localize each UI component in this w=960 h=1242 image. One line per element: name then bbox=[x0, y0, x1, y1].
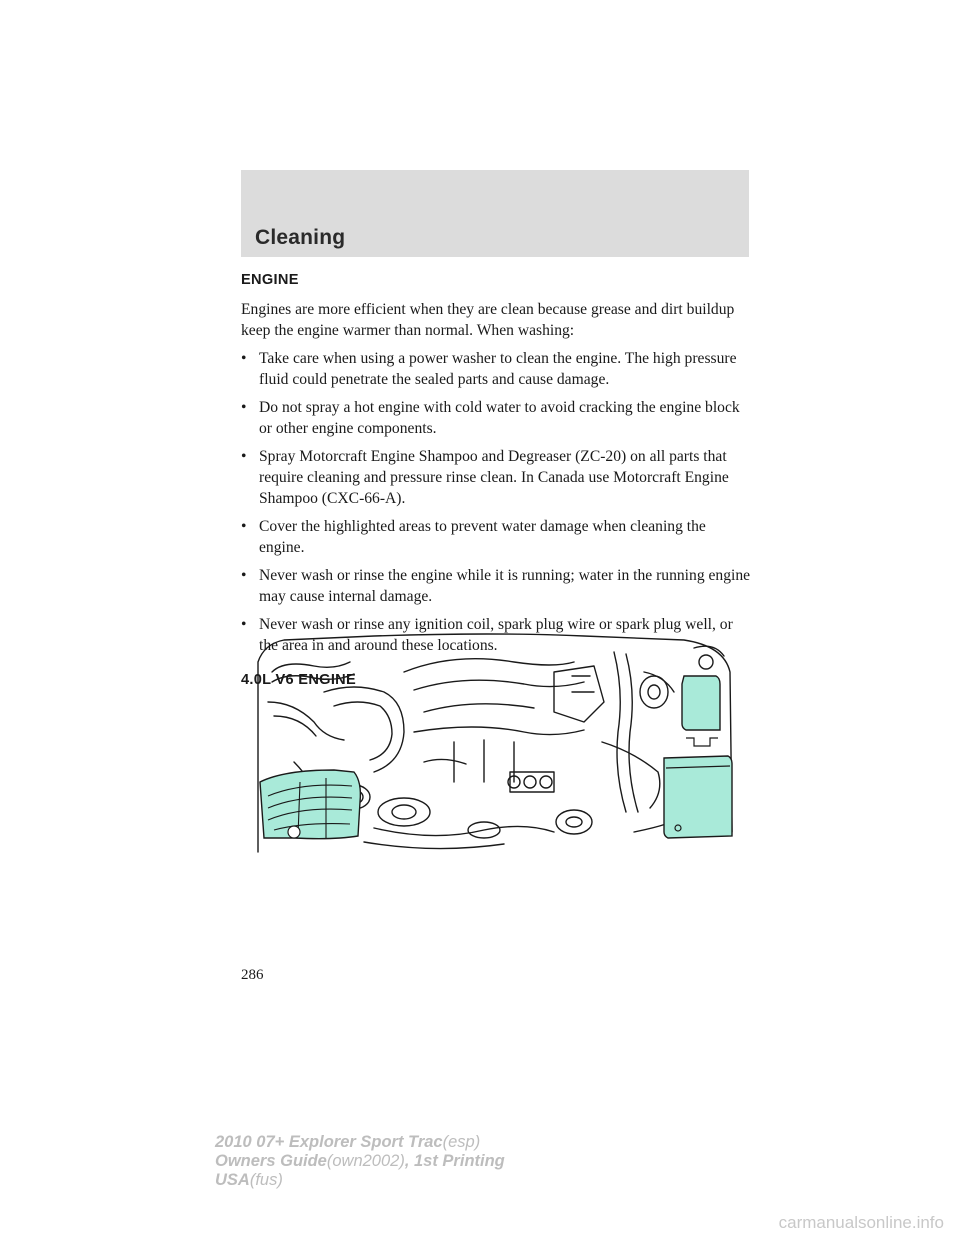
bullet-icon: • bbox=[241, 448, 247, 465]
footer-market-code: (fus) bbox=[249, 1171, 283, 1189]
page-content bbox=[241, 270, 751, 691]
footer-printing: , 1st Printing bbox=[404, 1152, 505, 1170]
section-title: Cleaning bbox=[255, 226, 346, 249]
engine-heading: ENGINE bbox=[241, 272, 299, 288]
footer-line-1 bbox=[215, 1133, 505, 1152]
footer-line-3 bbox=[215, 1171, 505, 1190]
engine-subheading: 4.0L V6 ENGINE bbox=[241, 672, 357, 688]
list-item bbox=[241, 446, 751, 509]
list-item-text: Take care when using a power washer to clean the engine. The high pressure fluid could penetrate the sealed parts and cause damage. bbox=[259, 350, 737, 388]
air-filter-box-highlight bbox=[260, 770, 360, 839]
bullet-icon: • bbox=[241, 350, 247, 367]
engine-intro: Engines are more efficient when they are clean because grease and dirt buildup keep the engine warmer than normal. When washing: bbox=[241, 301, 735, 339]
list-item bbox=[241, 348, 751, 390]
list-item-text: Never wash or rinse any ignition coil, spark plug wire or spark plug well, or the area in and around these locations. bbox=[259, 616, 733, 654]
bullet-icon: • bbox=[241, 567, 247, 584]
list-item-text: Spray Motorcraft Engine Shampoo and Degreaser (ZC-20) on all parts that require cleaning and pressure rinse clean. In Canada use Motorcraft Engine Shampoo (CXC-66-A). bbox=[259, 448, 729, 507]
footer-line-2 bbox=[215, 1152, 505, 1171]
watermark: carmanualsonline.info bbox=[778, 1213, 944, 1232]
footer-model: 2010 07+ Explorer Sport Trac bbox=[215, 1133, 443, 1151]
washing-tips-list bbox=[241, 348, 751, 656]
list-item bbox=[241, 565, 751, 607]
list-item bbox=[241, 516, 751, 558]
list-item-text: Cover the highlighted areas to prevent water damage when cleaning the engine. bbox=[259, 518, 706, 556]
list-item-text: Never wash or rinse the engine while it is running; water in the running engine may cause internal damage. bbox=[259, 567, 751, 605]
footer-guide-code: (own2002) bbox=[326, 1152, 405, 1170]
bullet-icon: • bbox=[241, 518, 247, 535]
fuse-box-highlight bbox=[682, 676, 720, 730]
page-number: 286 bbox=[241, 967, 264, 983]
footer-model-code: (esp) bbox=[442, 1133, 481, 1151]
bullet-icon: • bbox=[241, 399, 247, 416]
footer-market: USA bbox=[215, 1171, 250, 1189]
engine-compartment-illustration bbox=[254, 632, 738, 860]
bullet-icon: • bbox=[241, 616, 247, 633]
footer-guide: Owners Guide bbox=[215, 1152, 327, 1170]
list-item-text: Do not spray a hot engine with cold water to avoid cracking the engine block or other engine components. bbox=[259, 399, 740, 437]
list-item bbox=[241, 397, 751, 439]
document-footer bbox=[215, 1133, 505, 1190]
